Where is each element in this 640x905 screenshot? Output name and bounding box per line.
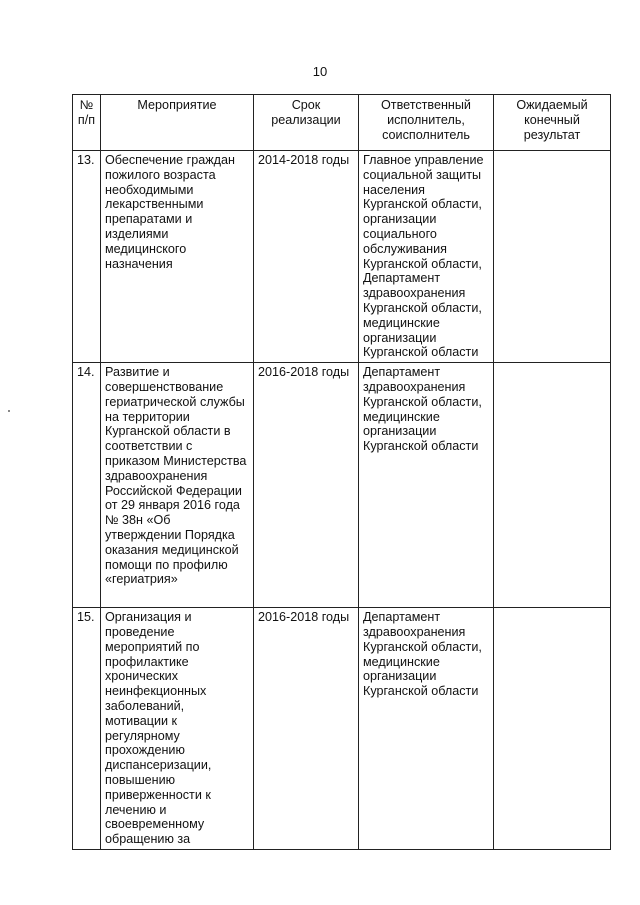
row-result [494,363,611,608]
row-result [494,608,611,850]
row-responsible: Департамент здравоохранения Курганской области, медицинские организации Курганской области [359,608,494,850]
row-responsible: Департамент здравоохранения Курганской области, медицинские организации Курганской области [359,363,494,608]
header-term: Срок реализации [254,95,359,151]
table-row [73,363,611,608]
row-term: 2016-2018 годы [254,608,359,850]
row-term: 2016-2018 годы [254,363,359,608]
header-result: Ожидаемый конечный результат [494,95,611,151]
row-num: 13. [73,151,101,363]
table-header-row [73,95,611,151]
row-event: Организация и проведение мероприятий по профилактике хронических неинфекционных заболеваний, мотивации к регулярному прохождению диспансеризации, повышению приверженности к лечению и своевременному обращению за [101,608,254,850]
header-num: № п/п [73,95,101,151]
row-result [494,151,611,363]
page-number: 10 [312,64,328,79]
events-table [72,94,611,850]
header-event: Мероприятие [101,95,254,151]
row-responsible: Главное управление социальной защиты населения Курганской области, организации социального обслуживания Курганской области, Департамент здравоохранения Курганской области, медицинские организации Курганской области [359,151,494,363]
row-term: 2014-2018 годы [254,151,359,363]
row-event: Обеспечение граждан пожилого возраста необходимыми лекарственными препаратами и изделиями медицинского назначения [101,151,254,363]
row-event: Развитие и совершенствование гериатрической службы на территории Курганской области в соответствии с приказом Министерства здравоохранения Российской Федерации от 29 января 2016 года № 38н «Об утверждении Порядка оказания медицинской помощи по профилю «гериатрия» [101,363,254,608]
row-num: 14. [73,363,101,608]
header-responsible: Ответственный исполнитель, соисполнитель [359,95,494,151]
table-row [73,151,611,363]
scan-mark [8,410,10,412]
table-row [73,608,611,850]
row-num: 15. [73,608,101,850]
